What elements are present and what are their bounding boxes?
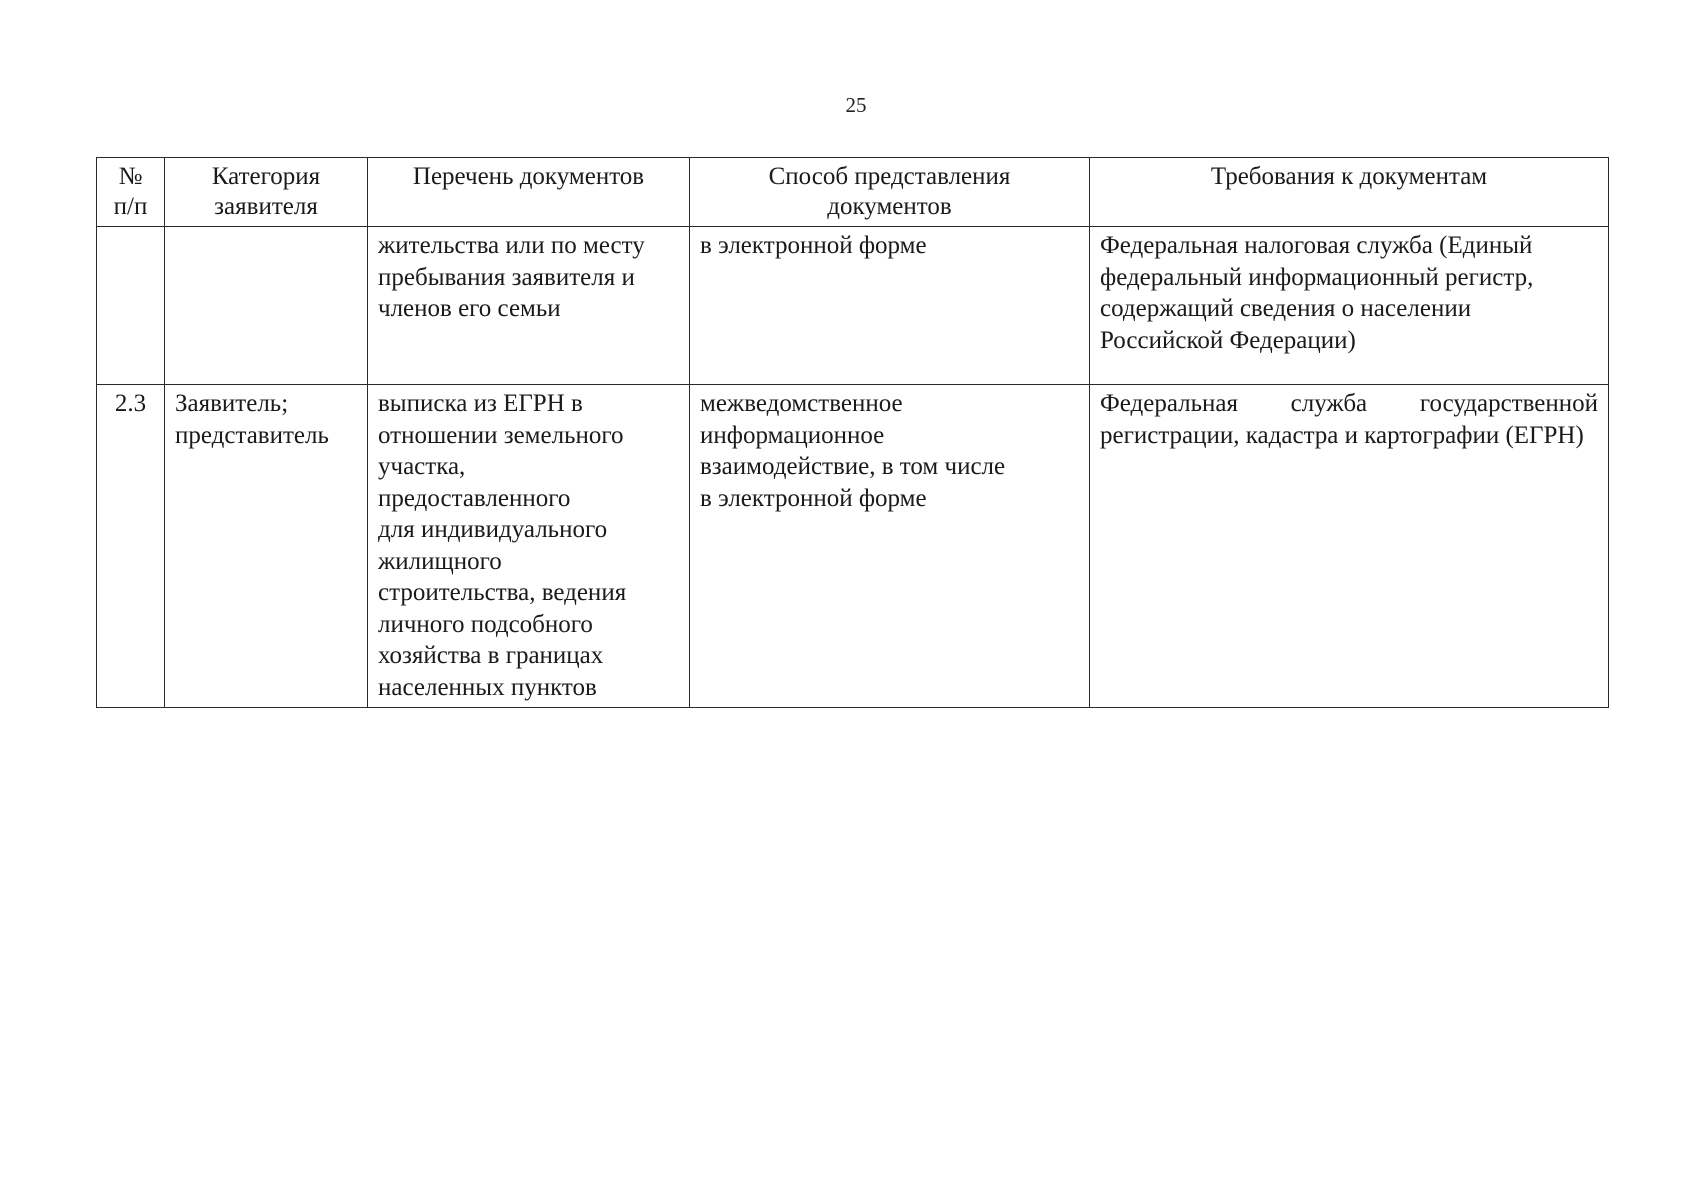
cell-category: Заявитель; представитель xyxy=(165,385,368,708)
cell-number xyxy=(97,227,165,385)
header-category: Категория заявителя xyxy=(165,158,368,227)
table-header-row xyxy=(97,158,1609,227)
header-documents: Перечень документов xyxy=(368,158,690,227)
page-number: 25 xyxy=(845,93,867,117)
cell-documents: жительства или по месту пребывания заявителя и членов его семьи xyxy=(368,227,690,385)
cell-requirements: Федеральная служба государственной регистрации, кадастра и картографии (ЕГРН) xyxy=(1090,385,1609,708)
documents-table xyxy=(96,157,1609,708)
cell-method: в электронной форме xyxy=(690,227,1090,385)
header-number: № п/п xyxy=(97,158,165,227)
cell-method: межведомственное информационное взаимодействие, в том числе в электронной форме xyxy=(690,385,1090,708)
header-method: Способ представления документов xyxy=(690,158,1090,227)
table-row xyxy=(97,385,1609,708)
header-requirements: Требования к документам xyxy=(1090,158,1609,227)
cell-category xyxy=(165,227,368,385)
cell-requirements: Федеральная налоговая служба (Единый федеральный информационный регистр, содержащий сведения о населении Российской Федерации) xyxy=(1090,227,1609,385)
cell-documents: выписка из ЕГРН в отношении земельного участка, предоставленного для индивидуального жилищного строительства, ведения личного подсобного хозяйства в границах населенных пунктов xyxy=(368,385,690,708)
cell-number: 2.3 xyxy=(97,385,165,708)
table-row xyxy=(97,227,1609,385)
